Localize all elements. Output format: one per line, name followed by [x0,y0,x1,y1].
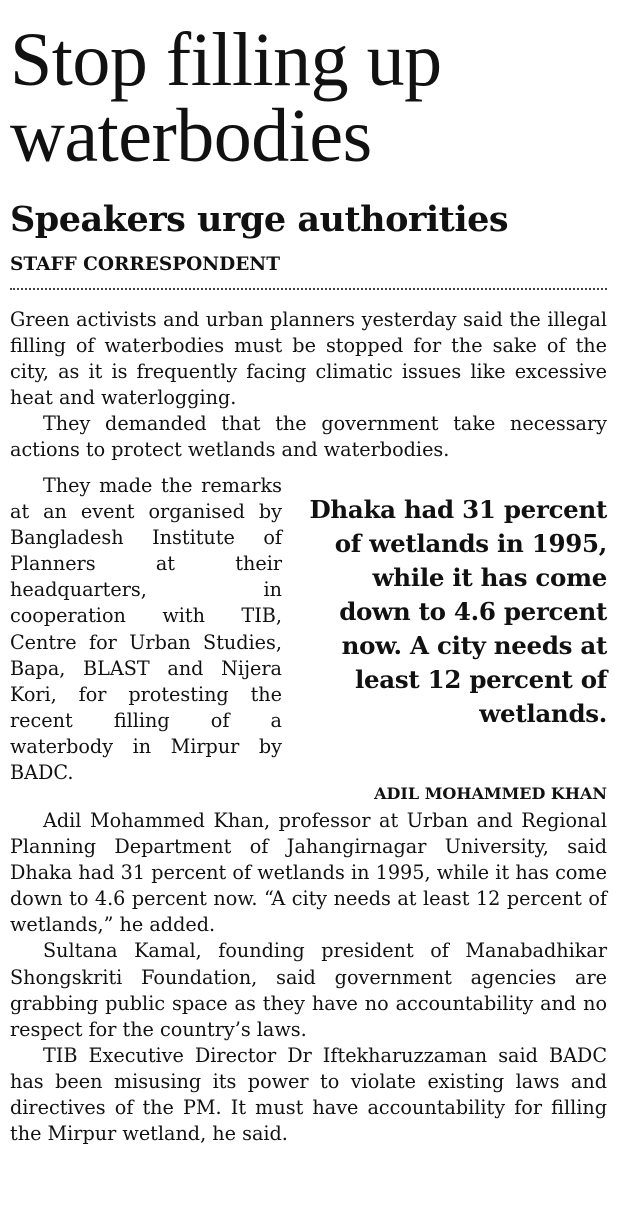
paragraph-4: Adil Mohammed Khan, professor at Urban and Regional Planning Department of Jahangirnagar University, said Dhaka had 31 percent of wetlands in 1995, while it has come down to 4.6 percent now. “A city needs at least 12 percent of wetlands,” he added. [10,809,607,937]
paragraph-1: Green activists and urban planners yesterday said the illegal filling of waterbodies must be stopped for the sake of the city, as it is frequently facing climatic issues like excessive heat and waterlogging. [10,308,607,410]
article-intro [10,307,607,464]
pull-quote: Dhaka had 31 percent of wetlands in 1995, while it has come down to 4.6 percent now. A city needs at least 12 percent of wetlands. [309,495,607,728]
paragraph-3: They made the remarks at an event organised by Bangladesh Institute of Planners at their headquarters, in cooperation with TIB, Centre for Urban Studies, Bapa, BLAST and Nijera Kori, for protesting the recent filling of a waterbody in Mirpur by BADC. [10,474,282,785]
article-left-column [10,473,282,786]
paragraph-2: They demanded that the government take necessary actions to protect wetlands and waterbodies. [10,412,607,462]
article-continuation [10,808,607,1147]
pull-quote-attribution: ADIL MOHAMMED KHAN [374,784,607,803]
byline: STAFF CORRESPONDENT [10,254,280,275]
subheadline: Speakers urge authorities [10,199,509,240]
paragraph-6: TIB Executive Director Dr Iftekharuzzaman said BADC has been misusing its power to violate existing laws and directives of the PM. It must have accountability for filling the Mirpur wetland, he said. [10,1043,607,1146]
paragraph-5: Sultana Kamal, founding president of Manabadhikar Shongskriti Foundation, said government agencies are grabbing public space as they have no accountability and no respect for the country’s laws. [10,939,607,1041]
byline-divider [10,288,607,290]
headline: Stop filling up waterbodies [10,18,442,178]
